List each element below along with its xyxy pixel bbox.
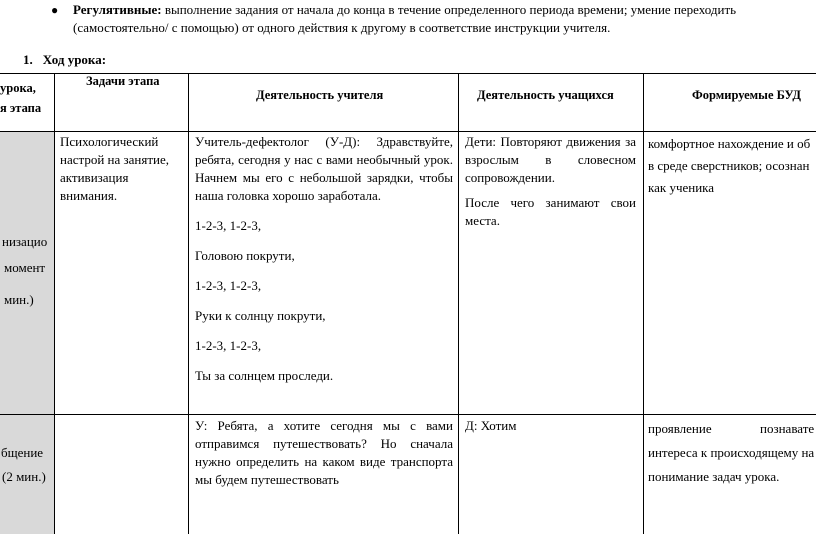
row1-stage-line3: мин.) bbox=[4, 292, 34, 307]
row1-stage bbox=[0, 229, 54, 313]
header-tasks: Задачи этапа bbox=[86, 74, 160, 88]
row2-bud-line1b: познавате bbox=[760, 421, 815, 436]
row1-students-p2: После чего занимают свои места. bbox=[465, 195, 636, 228]
bullet-icon: ● bbox=[51, 3, 59, 17]
row1-stage-line2: момент bbox=[4, 260, 46, 275]
row1-students-p1: Дети: Повторяют движения за взрослым в словесном сопровождении. bbox=[465, 134, 636, 185]
header-stage-line1: урока, bbox=[0, 81, 36, 95]
row1-teacher bbox=[195, 133, 453, 385]
table-header-border bbox=[0, 131, 816, 132]
row1-bud-line1: комфортное нахождение и об bbox=[648, 136, 811, 151]
header-teacher: Деятельность учителя bbox=[256, 88, 384, 102]
row1-bud-line2: в среде сверстников; осознан bbox=[648, 158, 810, 173]
row1-chant-5: 1-2-3, 1-2-3, bbox=[195, 338, 262, 353]
row1-chant-2: Головою покрути, bbox=[195, 248, 295, 263]
row2-teacher: У: Ребята, а хотите сегодня мы с вами отправимся путешествовать? Но сначала нужно определить на каком виде транспорта мы будем путешествовать bbox=[195, 418, 453, 487]
regulative-text-1: выполнение задания от начала до конца в течение определенного периода времени; умение переходить bbox=[161, 2, 737, 17]
row1-tasks: Психологический настрой на занятие, активизация внимания. bbox=[60, 134, 170, 203]
row1-stage-line1: низацио bbox=[2, 234, 48, 249]
row1-bud bbox=[648, 133, 816, 199]
row2-stage-line1: бщение bbox=[1, 445, 44, 460]
row1-teacher-intro: Учитель-дефектолог (У-Д): Здравствуйте, ребята, сегодня у нас с вами необычный урок. Начнем мы его с небольшой зарядки, чтобы наша головка хорошо заработала. bbox=[195, 134, 453, 203]
section-heading bbox=[23, 52, 106, 68]
row1-chant-4: Руки к солнцу покрути, bbox=[195, 308, 326, 323]
table-col-line-2 bbox=[188, 73, 189, 534]
row1-students bbox=[465, 133, 636, 230]
row2-bud-line2: интереса к происходящему на bbox=[648, 445, 815, 460]
row2-bud-line3: понимание задач урока. bbox=[648, 469, 780, 484]
row1-chant-1: 1-2-3, 1-2-3, bbox=[195, 218, 262, 233]
header-bud: Формируемые БУД bbox=[692, 88, 801, 102]
header-students: Деятельность учащихся bbox=[477, 88, 614, 102]
section-title: Ход урока: bbox=[42, 52, 107, 67]
header-stage bbox=[0, 78, 41, 118]
table-col-line-3 bbox=[458, 73, 459, 534]
row1-chant-6: Ты за солнцем проследи. bbox=[195, 368, 334, 383]
header-stage-line2: я этапа bbox=[0, 101, 42, 115]
row2-bud-line1a: проявление bbox=[648, 421, 712, 436]
row2-students: Д: Хотим bbox=[465, 418, 517, 433]
section-number: 1. bbox=[23, 52, 33, 67]
table-col-line-1 bbox=[54, 73, 55, 534]
regulative-text-2: (самостоятельно/ с помощью) от одного действия к другому в соответствие инструкции учителя. bbox=[73, 20, 611, 35]
regulative-label: Регулятивные: bbox=[73, 2, 162, 17]
row2-stage bbox=[0, 441, 54, 489]
row1-chant-3: 1-2-3, 1-2-3, bbox=[195, 278, 262, 293]
regulative-paragraph bbox=[73, 1, 813, 37]
row2-stage-line2: (2 мин.) bbox=[2, 469, 46, 484]
table-col-line-4 bbox=[643, 73, 644, 534]
row2-bud bbox=[648, 417, 816, 489]
row1-bud-line3: как ученика bbox=[648, 180, 715, 195]
table-row-border bbox=[0, 414, 816, 415]
